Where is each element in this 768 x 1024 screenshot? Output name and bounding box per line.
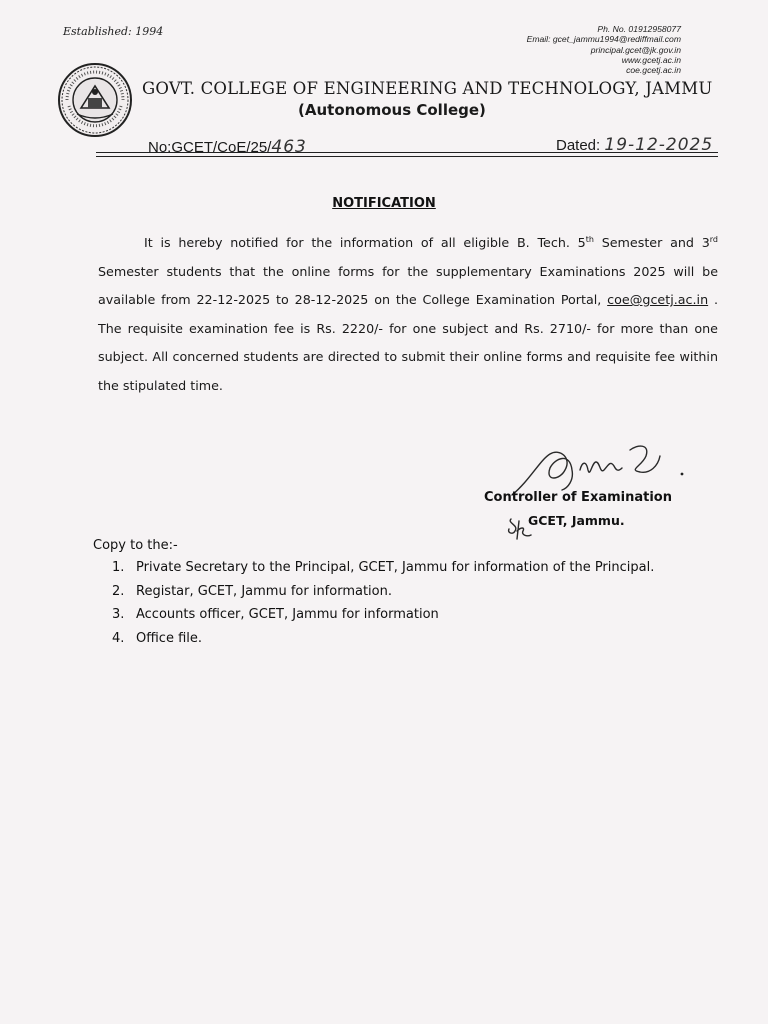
copy-item: 4. Office file. bbox=[112, 630, 203, 646]
initials-mark-icon bbox=[505, 515, 537, 543]
contact-email-principal: principal.gcet@jk.gov.in bbox=[590, 44, 681, 55]
copy-to-title: Copy to the:- bbox=[93, 538, 178, 553]
copy-item: 3. Accounts officer, GCET, Jammu for information bbox=[112, 607, 439, 622]
signature-icon bbox=[510, 440, 690, 520]
copy-to-list bbox=[112, 556, 672, 650]
contact-coe-site: coe.gcetj.ac.in bbox=[626, 65, 681, 76]
signatory-title: Controller of Examination bbox=[484, 490, 672, 505]
copy-item: 2. Registar, GCET, Jammu for information. bbox=[112, 583, 392, 599]
reference-date-handwritten: 19-12-2025 bbox=[604, 135, 714, 155]
header-rule-top bbox=[96, 152, 718, 153]
notification-body bbox=[98, 229, 718, 401]
college-seal-icon bbox=[57, 62, 133, 138]
body-text-2: Semester and 3 bbox=[593, 235, 710, 250]
established-note: Established: 1994 bbox=[63, 25, 164, 38]
college-name: GOVT. COLLEGE OF ENGINEERING AND TECHNOLOGY, JAMMU bbox=[142, 79, 713, 98]
contact-email: Email: gcet_jammu1994@rediffmail.com bbox=[526, 34, 681, 45]
contact-phone: Ph. No. 01912958077 bbox=[597, 24, 681, 34]
notification-heading: NOTIFICATION bbox=[332, 196, 436, 211]
body-text-1: It is hereby notified for the information of all eligible B. Tech. 5 bbox=[144, 235, 586, 250]
body-text-3: Semester students that the online forms for the supplementary Examinations 2025 will be available from 22-12-2025 to 28-12-2025 on the College Examination Portal, bbox=[98, 263, 718, 308]
body-text-4: . The requisite examination fee is Rs. 2220/- for one subject and Rs. 2710/- for more than one subject. All concerned students are directed to submit their online forms and requisite fee within the stipulated time. bbox=[98, 292, 718, 393]
body-sup-2: rd bbox=[709, 234, 718, 244]
copy-item: 1. Private Secretary to the Principal, GCET, Jammu for information of the Principal. bbox=[112, 560, 655, 575]
contact-block bbox=[527, 24, 681, 75]
header-rule-bottom bbox=[96, 156, 718, 157]
college-subtitle: (Autonomous College) bbox=[298, 101, 486, 119]
reference-number-handwritten: 463 bbox=[271, 137, 307, 157]
reference-number bbox=[148, 137, 307, 157]
signatory-institution: GCET, Jammu. bbox=[528, 513, 625, 528]
body-sup-1: th bbox=[585, 234, 594, 244]
contact-website: www.gcetj.ac.in bbox=[621, 54, 681, 65]
reference-number-label: No:GCET/CoE/25/ bbox=[148, 139, 272, 156]
portal-link[interactable]: coe@gcetj.ac.in bbox=[607, 292, 709, 308]
reference-date-label: Dated: bbox=[556, 137, 601, 154]
